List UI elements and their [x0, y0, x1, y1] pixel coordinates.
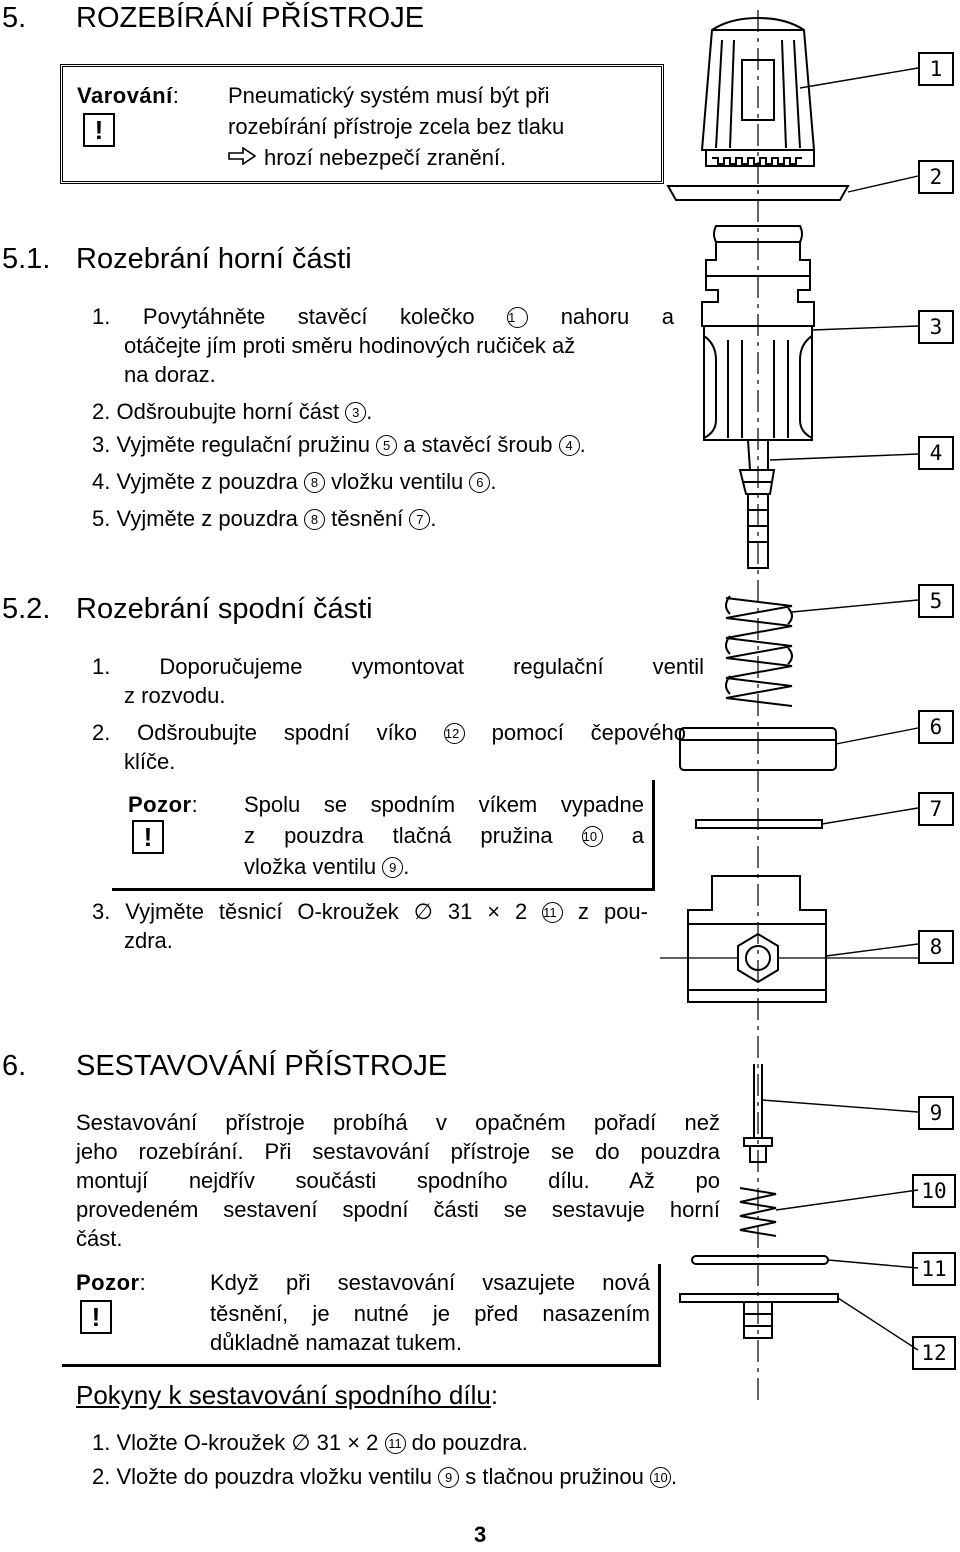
section-5-number: 5. [2, 2, 27, 34]
assembly-subheading: Pokyny k sestavování spodního dílu: [76, 1380, 499, 1410]
gasket-part [696, 820, 822, 828]
part-label-2: 2 [918, 160, 954, 194]
section-5-1-title: Rozebrání horní části [76, 243, 352, 275]
exclamation-icon: ! [83, 113, 115, 147]
warning-label: Varování: [77, 83, 180, 108]
caution-label: Pozor: [76, 1270, 147, 1295]
caution-line-3: důkladně namazat tukem. [210, 1330, 462, 1355]
part-label-6: 6 [918, 710, 954, 744]
list-item: 2. Odšroubujte horní část 3 . [92, 399, 373, 424]
caution-line-3: vložka ventilu 9 . [244, 854, 410, 879]
caution-line-2: z pouzdra tlačná pružina 10 a [244, 823, 644, 848]
list-item-continuation: na doraz. [124, 362, 216, 387]
list-item: 1. Doporučujeme vymontovat regulační ventil [92, 654, 704, 679]
list-item: 2. Odšroubujte spodní víko 12 pomocí čepového [92, 720, 687, 745]
section-5-2-number: 5.2. [2, 593, 51, 625]
regulating-spring-part [726, 596, 792, 706]
section-5-title: ROZEBÍRÁNÍ PŘÍSTROJE [76, 2, 425, 34]
page-number: 3 [474, 1522, 487, 1547]
bottom-cover-part [680, 1294, 838, 1338]
part-label-10: 10 [912, 1174, 956, 1208]
caution-line-1: Když při sestavování vsazujete nová [210, 1270, 650, 1295]
list-item: 3. Vyjměte těsnicí O-kroužek ∅ 31 × 2 11 z pou- [92, 899, 648, 924]
list-item: 2. Vložte do pouzdra vložku ventilu 9 s tlačnou pružinou 10 . [92, 1464, 678, 1489]
part-label-1: 1 [918, 52, 954, 86]
part-label-4: 4 [918, 436, 954, 470]
caution-label: Pozor: [128, 792, 199, 817]
part-label-11: 11 [912, 1252, 956, 1286]
warning-line-2: rozebírání přístroje zcela bez tlaku [228, 114, 565, 139]
valve-body-part [660, 876, 920, 1002]
list-item: 1. Vložte O-kroužek ∅ 31 × 2 11 do pouzdra. [92, 1430, 528, 1455]
list-item-continuation: zdra. [124, 928, 173, 953]
section-5-2-title: Rozebrání spodní části [76, 593, 373, 625]
section-5-1-number: 5.1. [2, 243, 51, 275]
part-label-5: 5 [918, 584, 954, 618]
list-item: 3. Vyjměte regulační pružinu 5 a stavěcí šroub 4 . [92, 432, 586, 457]
exclamation-icon: ! [132, 820, 164, 854]
list-item: 5. Vyjměte z pouzdra 8 těsnění 7 . [92, 506, 437, 531]
part-label-8: 8 [918, 930, 954, 964]
list-item: 1. Povytáhněte stavěcí kolečko 1 nahoru a [92, 304, 674, 329]
o-ring-part [692, 1256, 828, 1264]
exclamation-icon: ! [80, 1300, 112, 1334]
section-6-title: SESTAVOVÁNÍ PŘÍSTROJE [76, 1050, 448, 1082]
part-label-9: 9 [918, 1096, 954, 1130]
part-label-12: 12 [912, 1336, 956, 1370]
section-6-number: 6. [2, 1050, 27, 1082]
assembly-paragraph: Sestavování přístroje probíhá v opačném pořadí než jeho rozebírání. Při sestavování přístroje se do pouzdra montují nejdřív součásti spodního dílu. Až po provedeném sestavení spodní části se sestavuje horní část. [76, 1110, 720, 1251]
part-label-7: 7 [918, 792, 954, 826]
list-item: 4. Vyjměte z pouzdra 8 vložku ventilu 6 . [92, 469, 497, 494]
caution-line-1: Spolu se spodním víkem vypadne [244, 792, 644, 817]
warning-line-3: hrozí nebezpečí zranění. [228, 143, 506, 172]
caution-line-2: těsnění, je nutné je před nasazením [210, 1301, 650, 1326]
part-label-3: 3 [918, 310, 954, 344]
list-item-continuation: z rozvodu. [124, 683, 226, 708]
list-item-continuation: otáčejte jím proti směru hodinových ručiček až [124, 333, 576, 358]
adjusting-screw-part [740, 440, 774, 568]
list-item-continuation: klíče. [124, 749, 176, 774]
warning-line-1: Pneumatický systém musí být při [228, 83, 550, 108]
